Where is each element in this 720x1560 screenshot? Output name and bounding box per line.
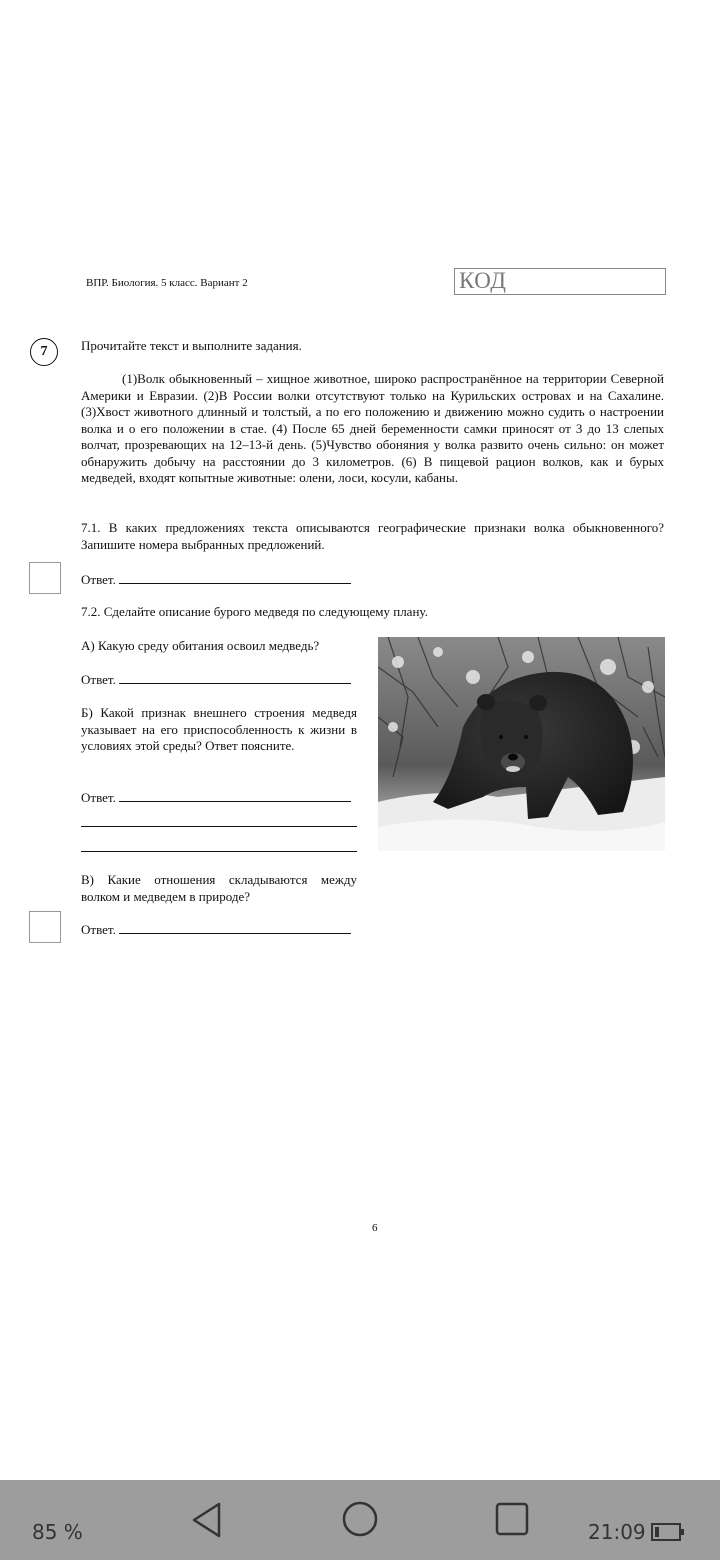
back-icon xyxy=(189,1500,225,1540)
recents-icon xyxy=(494,1501,530,1537)
reading-text: (1)Волк обыкновенный – хищное животное, широко распространённое на территории Северной Америки и Евразии. (2)В России волки отсутствуют только на Курильских островах и на Сахалине. (3)Хвост животного длинный и толстый, а по его положению и движению можно судить о настроении волка и о его положении в стае. (4) После 65 дней беременности самки приносят от 3 до 13 слепых волчат, прозревающих на 12–13-й день. (5)Чувство обоняния у волка развито очень сильно: он может обнаружить добычу на расстоянии до 3 километров. (6) В пищевой рацион волков, как и бурых медведей, входят копытные животные: олени, лоси, косули, кабаны. xyxy=(81,371,664,485)
question-7-1: 7.1. В каких предложениях текста описываются географические признаки волка обыкновенного? Запишите номера выбранных предложений. xyxy=(81,520,664,552)
answer-v[interactable] xyxy=(81,921,351,939)
answer-a[interactable] xyxy=(81,671,351,689)
code-label: КОД xyxy=(459,268,507,293)
back-button[interactable] xyxy=(189,1500,225,1540)
home-button[interactable] xyxy=(341,1500,379,1538)
answer-line-2[interactable] xyxy=(81,826,357,827)
answer-line[interactable] xyxy=(119,571,351,584)
battery-icon xyxy=(651,1523,685,1541)
worksheet-header: ВПР. Биология. 5 класс. Вариант 2 xyxy=(86,277,248,289)
answer-b[interactable] xyxy=(81,789,351,807)
zoom-level: 85 % xyxy=(32,1520,83,1544)
code-box[interactable] xyxy=(454,268,666,295)
answer-line[interactable] xyxy=(119,671,351,684)
answer-line[interactable] xyxy=(119,921,351,934)
answer-label: Ответ. xyxy=(81,790,116,805)
recents-button[interactable] xyxy=(494,1501,530,1537)
task-instruction: Прочитайте текст и выполните задания. xyxy=(81,338,302,353)
home-icon xyxy=(341,1500,379,1538)
question-b: Б) Какой признак внешнего строения медведя указывает на его приспособленность к жизни в условиях этой среды? Ответ поясните. xyxy=(81,705,357,753)
answer-label: Ответ. xyxy=(81,672,116,687)
answer-7-1[interactable] xyxy=(81,571,351,589)
page-number: 6 xyxy=(372,1222,378,1234)
clock: 21:09 xyxy=(588,1520,646,1544)
answer-line[interactable] xyxy=(119,789,351,802)
score-box-7-1[interactable] xyxy=(29,562,61,594)
question-7-2: 7.2. Сделайте описание бурого медведя по следующему плану. xyxy=(81,604,428,619)
question-v: В) Какие отношения складываются между волком и медведем в природе? xyxy=(81,872,357,904)
answer-label: Ответ. xyxy=(81,922,116,937)
score-box-7-2[interactable] xyxy=(29,911,61,943)
answer-label: Ответ. xyxy=(81,572,116,587)
answer-line-3[interactable] xyxy=(81,851,357,852)
task-number: 7 xyxy=(30,338,58,366)
navigation-bar xyxy=(0,1480,720,1560)
bear-photo xyxy=(378,637,665,851)
question-a: А) Какую среду обитания освоил медведь? xyxy=(81,638,320,653)
